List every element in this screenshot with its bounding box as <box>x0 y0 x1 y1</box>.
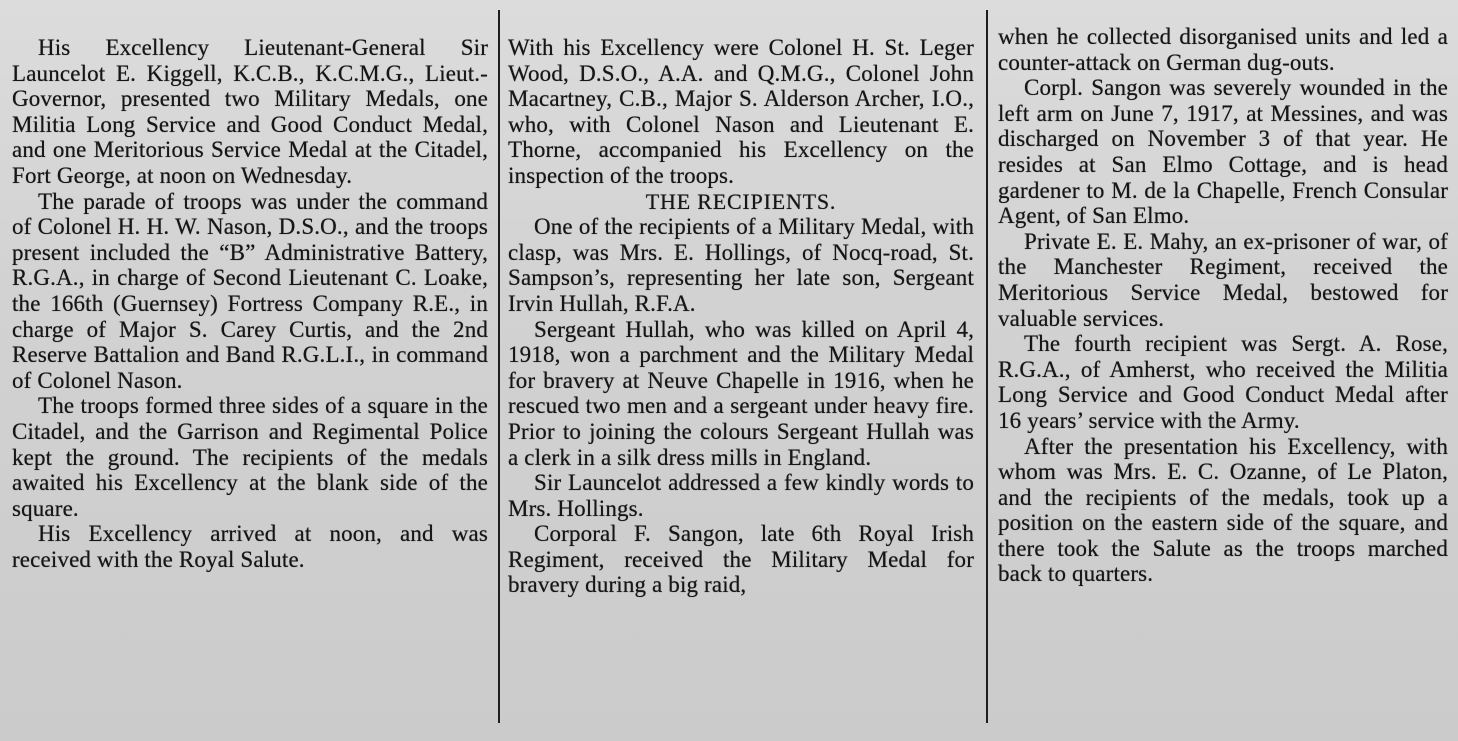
column-rule-right <box>986 10 988 723</box>
article-column-2 <box>508 35 974 598</box>
paragraph-accompanying-officers: With his Excellency were Colonel H. St. Leger Wood, D.S.O., A.A. and Q.M.G., Colonel John Macartney, C.B., Major S. Alderson Archer, I.O., who, with Colonel Nason and Lieutenant E. Thorne, accompanied his Excellency on the inspection of the troops. <box>508 35 974 188</box>
paragraph-sangon-wounded: Corpl. Sangon was severely wounded in the left arm on June 7, 1917, at Messines, and was discharged on November 3 of that year. He resides at San Elmo Cottage, and is head gardener to M. de la Chapelle, French Consular Agent, of San Elmo. <box>998 75 1448 229</box>
section-heading-recipients: THE RECIPIENTS. <box>645 188 837 214</box>
paragraph-corporal-sangon: Corporal F. Sangon, late 6th Royal Irish Regiment, received the Military Medal for bravery during a big raid, <box>508 521 974 598</box>
paragraph-counter-attack: when he collected disorganised units and led a counter-attack on German dug-outs. <box>998 24 1448 75</box>
paragraph-after-presentation: After the presentation his Excellency, with whom was Mrs. E. C. Ozanne, of Le Platon, and the recipients of the medals, took up a position on the eastern side of the square, and there took the Salute as the troops marched back to quarters. <box>998 433 1448 587</box>
paragraph-kindly-words: Sir Launcelot addressed a few kindly words to Mrs. Hollings. <box>508 470 974 521</box>
paragraph-square-formation: The troops formed three sides of a square in the Citadel, and the Garrison and Regimental Police kept the ground. The recipients of the medals awaited his Excellency at the blank side of the square. <box>12 393 488 521</box>
paragraph-private-mahy: Private E. E. Mahy, an ex-prisoner of war, of the Manchester Regiment, received the Meritorious Service Medal, bestowed for valuable services. <box>998 228 1448 331</box>
article-column-3 <box>998 24 1448 587</box>
paragraph-mrs-hollings: One of the recipients of a Military Medal, with clasp, was Mrs. E. Hollings, of Nocq-road, St. Sampson’s, representing her late son, Sergeant Irvin Hullah, R.F.A. <box>508 214 974 316</box>
paragraph-medal-presentation: His Excellency Lieutenant-General Sir Launcelot E. Kiggell, K.C.B., K.C.M.G., Lieut.-Governor, presented two Military Medals, one Militia Long Service and Good Conduct Medal, and one Meritorious Service Medal at the Citadel, Fort George, at noon on Wednesday. <box>12 35 488 188</box>
paragraph-royal-salute: His Excellency arrived at noon, and was received with the Royal Salute. <box>12 521 488 572</box>
article-column-1 <box>12 35 488 572</box>
column-rule-left <box>498 10 500 723</box>
paragraph-sergeant-hullah: Sergeant Hullah, who was killed on April 4, 1918, won a parchment and the Military Medal for bravery at Neuve Chapelle in 1916, when he rescued two men and a sergeant under heavy fire. Prior to joining the colours Sergeant Hullah was a clerk in a silk dress mills in England. <box>508 316 974 470</box>
paragraph-parade-of-troops: The parade of troops was under the command of Colonel H. H. W. Nason, D.S.O., and the troops present included the “B” Administrative Battery, R.G.A., in charge of Second Lieutenant C. Loake, the 166th (Guernsey) Fortress Company R.E., in charge of Major S. Carey Curtis, and the 2nd Reserve Battalion and Band R.G.L.I., in command of Colonel Nason. <box>12 188 488 393</box>
paragraph-sergeant-rose: The fourth recipient was Sergt. A. Rose, R.G.A., of Amherst, who received the Militia Long Service and Good Conduct Medal after 16 years’ service with the Army. <box>998 331 1448 433</box>
